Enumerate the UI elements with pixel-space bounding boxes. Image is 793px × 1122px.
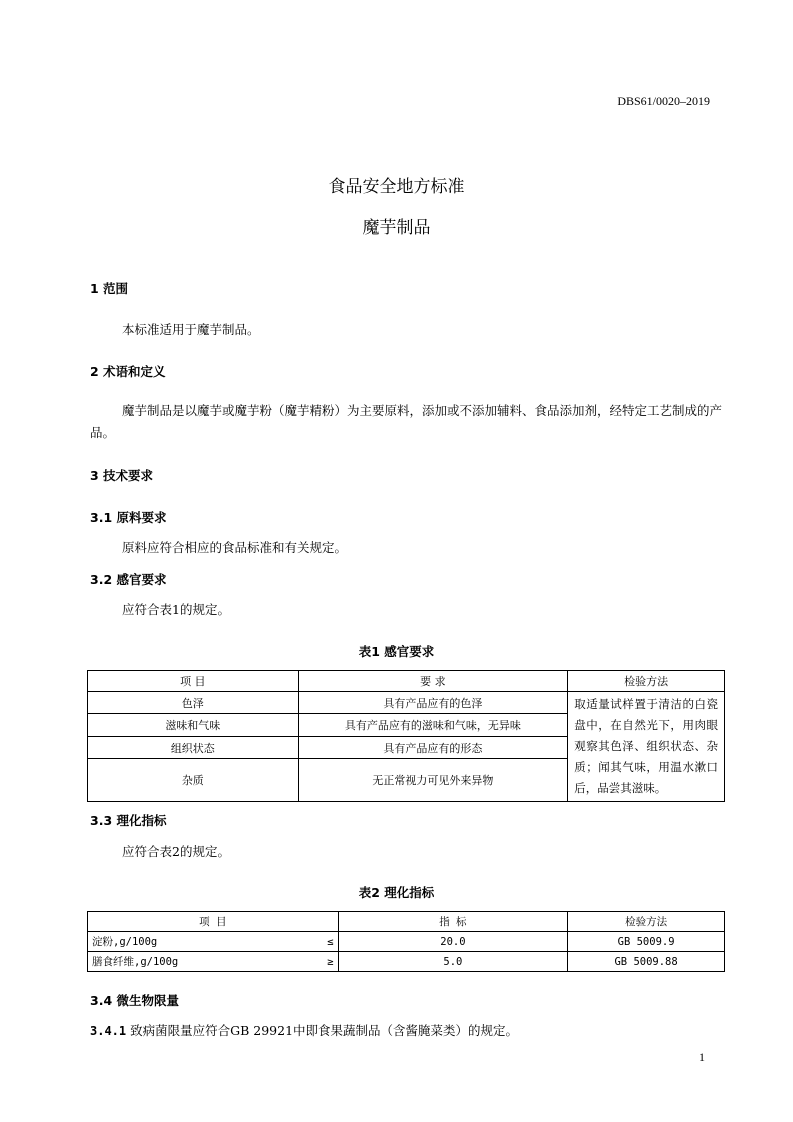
table-cell-item: 杂质 bbox=[88, 759, 299, 802]
table-cell-requirement: 具有产品应有的滋味和气味，无异味 bbox=[298, 714, 568, 736]
table-header: 检验方法 bbox=[568, 671, 725, 692]
section-3-4-heading: 3.4 微生物限量 bbox=[90, 993, 179, 1008]
table-header-row bbox=[88, 671, 725, 692]
section-3-2-heading: 3.2 感官要求 bbox=[90, 572, 167, 587]
table-cell-item: 淀粉,g/100g bbox=[88, 932, 299, 952]
standard-title: 食品安全地方标准 bbox=[328, 177, 465, 197]
table-cell-requirement: 具有产品应有的色泽 bbox=[298, 692, 568, 714]
table-row bbox=[88, 932, 725, 952]
table-header: 要 求 bbox=[298, 671, 568, 692]
inspection-method-cell: 取适量试样置于清洁的白瓷盘中，在自然光下，用肉眼观察其色泽、组织状态、杂质；闻其气味，用温水漱口后，品尝其滋味。 bbox=[568, 692, 725, 802]
sensory-requirements-table bbox=[87, 670, 725, 802]
table-cell-value: 20.0 bbox=[338, 932, 568, 952]
table-cell-symbol: ≤ bbox=[298, 932, 338, 952]
table-row bbox=[88, 952, 725, 972]
table-row bbox=[88, 692, 725, 714]
section-2-text: 魔芋制品是以魔芋或魔芋粉（魔芋精粉）为主要原料，添加或不添加辅料、食品添加剂，经特定工艺制成的产品。 bbox=[90, 403, 723, 440]
table-cell-item: 滋味和气味 bbox=[88, 714, 299, 736]
table2-caption: 表2 理化指标 bbox=[358, 885, 435, 900]
table-header: 指 标 bbox=[338, 912, 568, 932]
section-3-heading: 3 技术要求 bbox=[90, 468, 154, 483]
table-header: 项 目 bbox=[88, 671, 299, 692]
section-1-heading: 1 范围 bbox=[90, 281, 129, 296]
table-cell-item: 膳食纤维,g/100g bbox=[88, 952, 299, 972]
section-3-4-1-text: 致病菌限量应符合GB 29921中即食果蔬制品（含酱腌菜类）的规定。 bbox=[130, 1023, 519, 1038]
table-cell-requirement: 具有产品应有的形态 bbox=[298, 736, 568, 758]
section-3-2-text: 应符合表1的规定。 bbox=[122, 602, 230, 617]
table-cell-symbol: ≥ bbox=[298, 952, 338, 972]
table-cell-item: 组织状态 bbox=[88, 736, 299, 758]
table-cell-value: 5.0 bbox=[338, 952, 568, 972]
table-header: 项 目 bbox=[88, 912, 339, 932]
section-3-1-text: 原料应符合相应的食品标准和有关规定。 bbox=[122, 540, 348, 555]
document-number: DBS61/0020–2019 bbox=[617, 94, 710, 108]
section-1-text: 本标准适用于魔芋制品。 bbox=[122, 322, 260, 337]
table-cell-method: GB 5009.88 bbox=[568, 952, 725, 972]
section-3-3-heading: 3.3 理化指标 bbox=[90, 813, 167, 828]
table1-caption: 表1 感官要求 bbox=[358, 644, 435, 659]
table-cell-item: 色泽 bbox=[88, 692, 299, 714]
page-number: 1 bbox=[699, 1050, 705, 1064]
table-cell-requirement: 无正常视力可见外来异物 bbox=[298, 759, 568, 802]
table-cell-method: GB 5009.9 bbox=[568, 932, 725, 952]
section-3-4-1-number: 3.4.1 bbox=[90, 1024, 127, 1038]
section-3-4-1 bbox=[90, 1021, 518, 1039]
section-2-heading: 2 术语和定义 bbox=[90, 364, 166, 379]
table-header: 检验方法 bbox=[568, 912, 725, 932]
physicochemical-table bbox=[87, 911, 725, 972]
section-3-3-text: 应符合表2的规定。 bbox=[122, 844, 230, 859]
table-header-row bbox=[88, 912, 725, 932]
section-3-1-heading: 3.1 原料要求 bbox=[90, 510, 167, 525]
product-title: 魔芋制品 bbox=[362, 218, 431, 238]
